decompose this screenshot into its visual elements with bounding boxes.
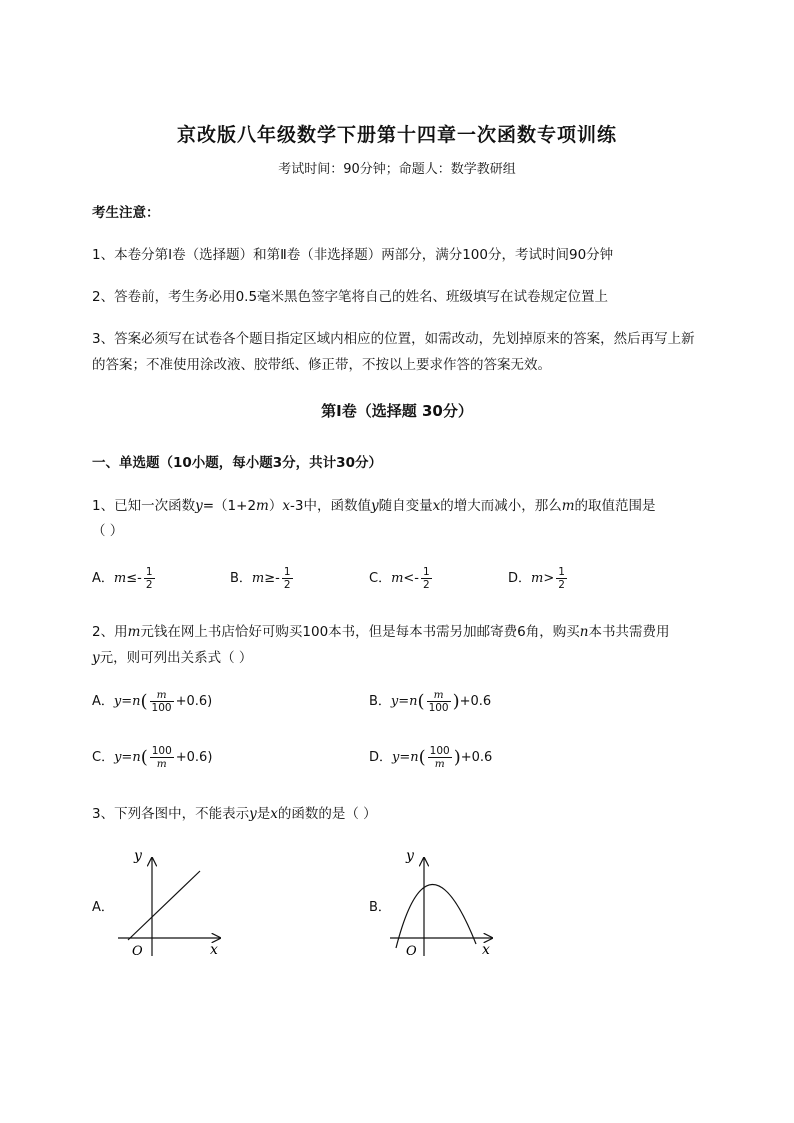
q2-option-c[interactable]: C．y=n( $\frac{100}{m}$ +0.6) xyxy=(92,745,213,770)
y-axis-label: y xyxy=(134,848,142,864)
notice-item-3-line2: 的答案；不准使用涂改液、胶带纸、修正带，不按以上要求作答的答案无效。 xyxy=(92,357,551,373)
question-3-stem: 3、下列各图中，不能表示y是x的函数的是（ ） xyxy=(92,806,377,822)
notice-item-2: 2、答卷前，考生务必用0.5毫米黑色签字笔将自己的姓名、班级填写在试卷规定位置上 xyxy=(92,289,609,305)
question-2-stem-line2: y元，则可列出关系式（ ） xyxy=(92,650,253,666)
q3-option-a-label[interactable]: A． xyxy=(92,900,114,915)
q1-option-a[interactable]: A．m≤- $\frac{1}{2}$ xyxy=(92,566,153,591)
q2-option-a[interactable]: A．y=n( $\frac{m}{100}$ +0.6) xyxy=(92,689,213,714)
question-1-stem: 1、已知一次函数y=（1+2m）x-3中，函数值y随自变量x的增大而减小，那么m的取值范围是 xyxy=(92,498,656,514)
q3-graph-b xyxy=(388,838,508,963)
x-axis-label: x xyxy=(210,942,218,958)
q2-option-d[interactable]: D．y=n( $\frac{100}{m}$ )+0.6 xyxy=(369,745,493,770)
q3-graph-a xyxy=(112,838,232,963)
notice-heading: 考生注意： xyxy=(92,205,160,221)
section-title: 第I卷（选择题 30分） xyxy=(321,402,473,420)
page-subtitle: 考试时间：90分钟；命题人：数学教研组 xyxy=(278,162,516,177)
origin-label: O xyxy=(406,944,417,959)
q1-option-b[interactable]: B．m≥- $\frac{1}{2}$ xyxy=(230,566,291,591)
section-heading: 一、单选题（10小题，每小题3分，共计30分） xyxy=(92,455,382,471)
notice-item-3-line1: 3、答案必须写在试卷各个题目指定区域内相应的位置，如需改动，先划掉原来的答案，然后再写上新 xyxy=(92,331,695,347)
q1-option-d[interactable]: D．m> $\frac{1}{2}$ xyxy=(508,566,565,591)
q1-option-c[interactable]: C．m<- $\frac{1}{2}$ xyxy=(369,566,430,591)
q3-option-b-label[interactable]: B． xyxy=(369,900,391,915)
question-1-blank: （ ） xyxy=(92,523,124,539)
linear-graph xyxy=(128,871,200,940)
q2-option-b[interactable]: B．y=n( $\frac{m}{100}$ )+0.6 xyxy=(369,689,492,714)
page-title: 京改版八年级数学下册第十四章一次函数专项训练 xyxy=(176,124,617,146)
origin-label: O xyxy=(132,944,143,959)
question-2-stem-line1: 2、用m元钱在网上书店恰好可购买100本书，但是每本书需另加邮寄费6角，购买n本书共需费用 xyxy=(92,624,670,640)
y-axis-label: y xyxy=(406,848,414,864)
x-axis-label: x xyxy=(482,942,490,958)
notice-item-1: 1、本卷分第I卷（选择题）和第Ⅱ卷（非选择题）两部分，满分100分，考试时间90分钟 xyxy=(92,247,614,263)
